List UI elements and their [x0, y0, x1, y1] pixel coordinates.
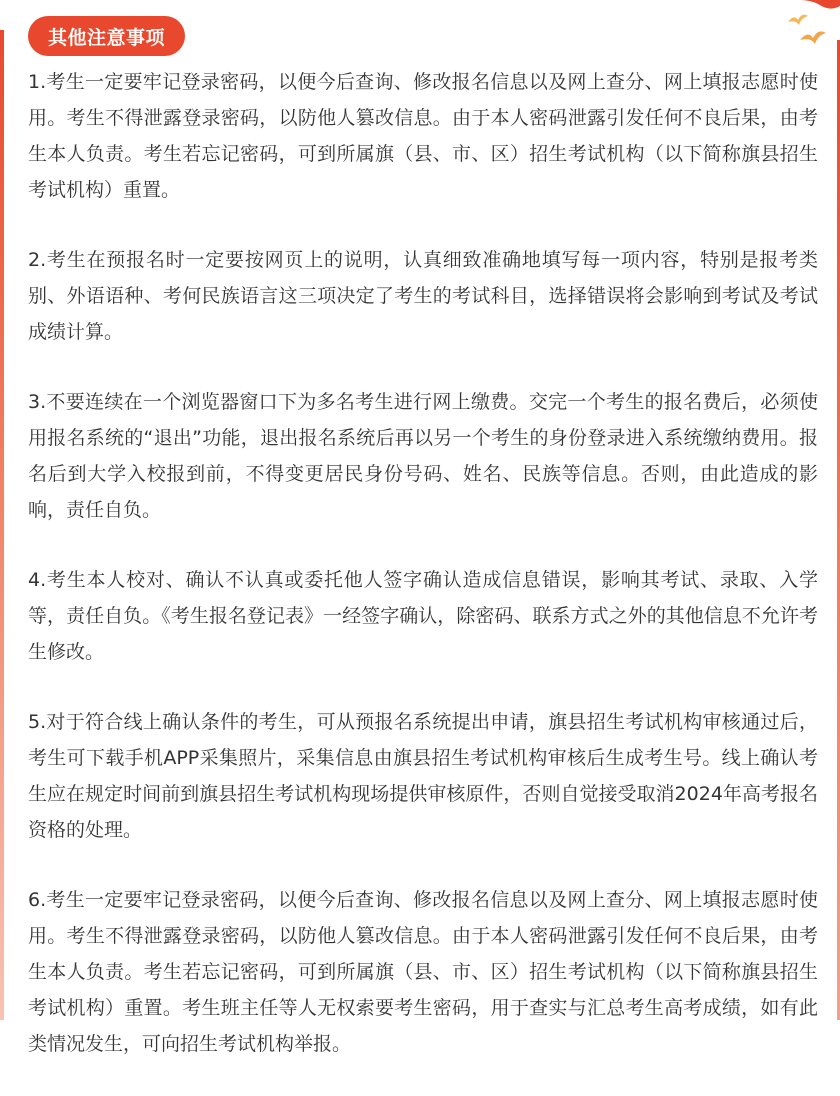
section-title-badge [28, 16, 185, 56]
paragraph-1: 1.考生一定要牢记登录密码，以便今后查询、修改报名信息以及网上查分、网上填报志愿时使用。考生不得泄露登录密码，以防他人篡改信息。由于本人密码泄露引发任何不良后果，由考生本人负责。考生若忘记密码，可到所属旗（县、市、区）招生考试机构（以下简称旗县招生考试机构）重置。 [28, 71, 818, 201]
flying-birds-icon [784, 8, 828, 54]
paragraph-6: 6.考生一定要牢记登录密码，以便今后查询、修改报名信息以及网上查分、网上填报志愿时使用。考生不得泄露登录密码，以防他人篡改信息。由于本人密码泄露引发任何不良后果，由考生本人负责。考生若忘记密码，可到所属旗（县、市、区）招生考试机构（以下简称旗县招生考试机构）重置。考生班主任等人无权索要考生密码，用于查实与汇总考生高考成绩，如有此类情况发生，可向招生考试机构举报。 [28, 889, 818, 1055]
section-title: 其他注意事项 [48, 26, 166, 49]
left-accent-border [0, 30, 4, 1020]
paragraph-3: 3.不要连续在一个浏览器窗口下为多名考生进行网上缴费。交完一个考生的报名费后，必须使用报名系统的“退出”功能，退出报名系统后再以另一个考生的身份登录进入系统缴纳费用。报名后到大学入校报到前，不得变更居民身份号码、姓名、民族等信息。否则，由此造成的影响，责任自负。 [28, 391, 818, 521]
paragraph-5: 5.对于符合线上确认条件的考生，可从预报名系统提出申请，旗县招生考试机构审核通过后，考生可下载手机APP采集照片，采集信息由旗县招生考试机构审核后生成考生号。线上确认考生应在规定时间前到旗县招生考试机构现场提供审核原件，否则自觉接受取消2024年高考报名资格的处理。 [28, 711, 818, 841]
paragraph-4: 4.考生本人校对、确认不认真或委托他人签字确认造成信息错误，影响其考试、录取、入学等，责任自负。《考生报名登记表》一经签字确认，除密码、联系方式之外的其他信息不允许考生修改。 [28, 569, 818, 663]
article-body [28, 64, 818, 1096]
paragraph-2: 2.考生在预报名时一定要按网页上的说明，认真细致准确地填写每一项内容，特别是报考类别、外语语种、考何民族语言这三项决定了考生的考试科目，选择错误将会影响到考试及考试成绩计算。 [28, 249, 818, 343]
